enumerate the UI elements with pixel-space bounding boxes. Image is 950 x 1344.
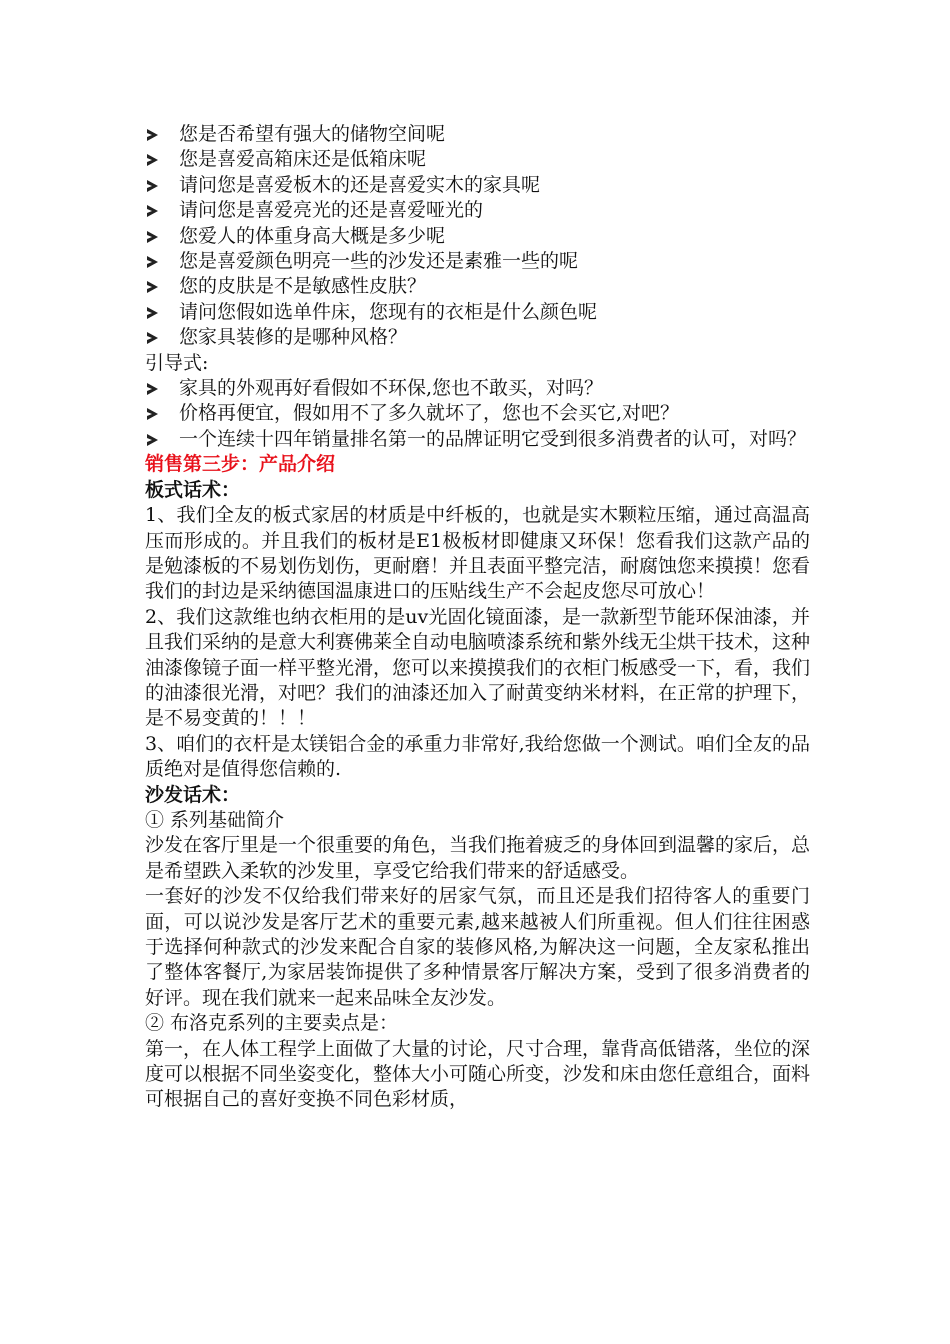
arrow-bullet-icon xyxy=(147,408,158,420)
paragraph: 2、我们这款维也纳衣柜用的是uv光固化镜面漆，是一款新型节能环保油漆，并且我们采纳的是意大利赛佛莱全自动电脑喷漆系统和紫外线无尘烘干技术，这种油漆像镜子面一样平整光滑，您可以来摸摸我们的衣柜门板感受一下，看，我们的油漆很光滑，对吧？我们的油漆还加入了耐黄变纳米材料，在正常的护理下，是不易变黄的！！！ xyxy=(145,605,811,730)
paragraph: 沙发在客厅里是一个很重要的角色，当我们拖着疲乏的身体回到温馨的家后，总是希望跌入柔软的沙发里，享受它给我们带来的舒适感受。 xyxy=(145,834,811,882)
guide-label: 引导式: xyxy=(145,351,209,374)
list-item: 您爱人的体重身高大概是多少呢 xyxy=(145,224,810,249)
list-item: 请问您假如选单件床，您现有的衣柜是什么颜色呢 xyxy=(145,300,810,325)
arrow-bullet-icon xyxy=(147,180,158,192)
list-item: 您是喜爱颜色明亮一些的沙发还是素雅一些的呢 xyxy=(145,249,810,274)
paragraph: 3、咱们的衣杆是太镁铝合金的承重力非常好,我给您做一个测试。咱们全友的品质绝对是值得您信赖的. xyxy=(145,732,810,781)
list-item: 请问您是喜爱亮光的还是喜爱哑光的 xyxy=(145,198,810,223)
document-page xyxy=(145,122,810,1113)
paragraph: 一套好的沙发不仅给我们带来好的居家气氛，而且还是我们招待客人的重要门面，可以说沙发是客厅艺术的重要元素,越来越被人们所重视。但人们往往困惑于选择何种款式的沙发来配合自家的装修风格,为解决这一问题，全友家私推出了整体客餐厅,为家居装饰提供了多种情景客厅解决方案，受到了很多消费者的好评。现在我们就来一起来品味全友沙发。 xyxy=(145,885,810,1009)
list-item: 您的皮肤是不是敏感性皮肤？ xyxy=(145,274,810,299)
list-item: 请问您是喜爱板木的还是喜爱实木的家具呢 xyxy=(145,173,810,198)
paragraph: 第一，在人体工程学上面做了大量的讨论，尺寸合理，靠背高低错落，坐位的深度可以根据不同坐姿变化，整体大小可随心所变，沙发和床由您任意组合，面料可根据自己的喜好变换不同色彩材质， xyxy=(145,1037,811,1111)
arrow-bullet-icon xyxy=(147,281,158,293)
list-item: 您家具装修的是哪种风格？ xyxy=(145,325,810,350)
arrow-bullet-icon xyxy=(147,154,158,166)
guide-list xyxy=(145,376,810,452)
list-item: 您是否希望有强大的储物空间呢 xyxy=(145,122,810,147)
arrow-bullet-icon xyxy=(147,231,158,243)
list-item: 价格再便宜，假如用不了多久就坏了，您也不会买它,对吧？ xyxy=(145,401,810,426)
list-item: 家具的外观再好看假如不环保,您也不敢买，对吗？ xyxy=(145,376,810,401)
list-item: 一个连续十四年销量排名第一的品牌证明它受到很多消费者的认可，对吗？ xyxy=(145,427,810,452)
sofa-subsection-2: ② 布洛克系列的主要卖点是： xyxy=(145,1012,399,1035)
arrow-bullet-icon xyxy=(147,332,158,344)
subheading-sofa: 沙发话术： xyxy=(145,783,241,806)
question-list xyxy=(145,122,810,351)
sofa-subsection-1: ① 系列基础简介 xyxy=(145,808,285,831)
list-item: 您是喜爱高箱床还是低箱床呢 xyxy=(145,147,810,172)
subheading-panel: 板式话术： xyxy=(145,478,241,501)
arrow-bullet-icon xyxy=(147,129,158,141)
arrow-bullet-icon xyxy=(147,434,158,446)
arrow-bullet-icon xyxy=(147,383,158,395)
section-heading-step3: 销售第三步：产品介绍 xyxy=(145,453,336,476)
arrow-bullet-icon xyxy=(147,205,158,217)
paragraph: 1、我们全友的板式家居的材质是中纤板的，也就是实木颗粒压缩，通过高温高压而形成的。并且我们的板材是E1极板材即健康又环保！您看我们这款产品的是勉漆板的不易划伤划伤，更耐磨！并且表面平整完洁，耐腐蚀您来摸摸！您看我们的封边是采纳德国温康进口的压贴线生产不会起皮您尽可放心！ xyxy=(145,504,811,603)
arrow-bullet-icon xyxy=(147,307,158,319)
arrow-bullet-icon xyxy=(147,256,158,268)
